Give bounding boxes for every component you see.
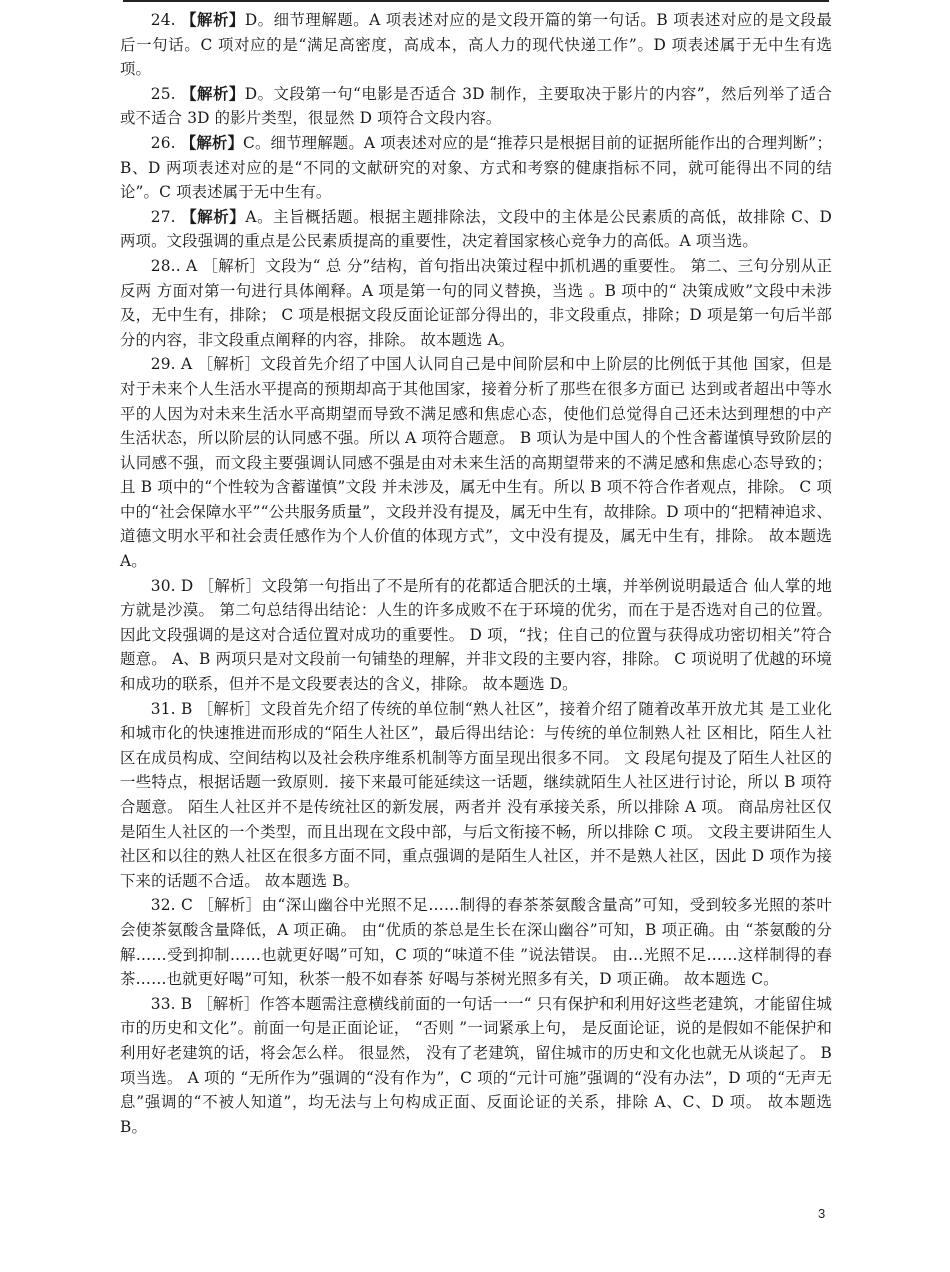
answer-text: D。细节理解题。A 项表述对应的是文段开篇的第一句话。B 项表述对应的是文段最后一句话。C 项对应的是“满足高密度，高成本，高人力的现代快递工作”。D 项表述属于无中生有选项。 xyxy=(120,11,832,79)
analysis-tag: 【解析】 xyxy=(181,11,245,29)
answer-number: 27. xyxy=(150,207,182,226)
top-rule xyxy=(123,0,829,2)
answer-text: 28.. A ［解析］文段为“ 总 分”结构，首句指出决策过程中抓机遇的重要性。 第二、三句分别从正反两 方面对第一句进行具体阐释。A 项是第一句的同义替换，当选 。B 项中的“ 决策成败”文段中未涉及，无中生有，排除； C 项是根据文段反面论证部分得出的，非文段重点，排除；D 项是第一句后半部分的内容，非文段重点阐释的内容，排除。 故本题选 A。 xyxy=(120,256,832,349)
answer-30 xyxy=(120,574,832,697)
answer-text: 29. A ［解析］文段首先介绍了中国人认同自己是中间阶层和中上阶层的比例低于其他 国家，但是对于未来个人生活水平提高的预期却高于其他国家，接着分析了那些在很多方面已 达到或者超出中等水平的人因为对未来生活水平高期望而导致不满足感和焦虑心态，使他们总觉得自己还未达到理想的中产生活状态，所以阶层的认同感不强。所以 A 项符合题意。 B 项认为是中国人的个性含蓄谨慎导致阶层的认同感不强，而文段主要强调认同感不强是由对未来生活的高期望带来的不满足感和焦虑心态导致的；且 B 项中的“个性较为含蓄谨慎”文段 并未涉及，属无中生有。所以 B 项不符合作者观点，排除。 C 项中的“社会保障水平”“公共服务质量”，文段并没有提及，属无中生有，故排除。D 项中的“把精神追求、道德文明水平和社会责任感作为个人价值的体现方式”，文中没有提及，属无中生有，排除。 故本题选 A。 xyxy=(120,355,832,571)
answer-text: 33. B ［解析］作答本题需注意横线前面的一句话一一“ 只有保护和利用好这些老建筑，才能留住城市的历史和文化”。前面一句是正面论证， “否则 ”一词紧承上句， 是反面论证，说的是假如不能保护和利用好老建筑的话，将会怎么样。 很显然， 没有了老建筑，留住城市的历史和文化也就无从谈起了。 B 项当选。 A 项的 “无所作为”强调的“没有作为”，C 项的“元计可施”强调的“没有办法”，D 项的“无声无息”强调的“不被人知道”，均无法与上句构成正面、反面论证的关系，排除 A、C、D 项。 故本题选 B。 xyxy=(120,994,832,1136)
answer-31 xyxy=(120,697,832,894)
answer-explanations xyxy=(120,8,832,1139)
answer-number: 25. xyxy=(150,84,182,103)
answer-text: C。细节理解题。A 项表述对应的是“推荐只是根据目前的证据所能作出的合理判断”；B、D 两项表述对应的是“不同的文献研究的对象、方式和考察的健康指标不同，就可能得出不同的结论”。C 项表述属于无中生有。 xyxy=(120,133,832,202)
answer-text: A。主旨概括题。根据主题排除法，文段中的主体是公民素质的高低，故排除 C、D 两项。文段强调的重点是公民素质提高的重要性，决定着国家核心竞争力的高低。A 项当选。 xyxy=(120,207,833,251)
answer-text: 32. C ［解析］由“深山幽谷中光照不足……制得的春茶茶氨酸含量高”可知，受到较多光照的茶叶会使茶氨酸含量降低，A 项正确。 由“优质的茶总是生长在深山幽谷”可知，B 项正确。由 “茶氨酸的分解……受到抑制……也就更好喝”可知，C 项的“味道不佳 ”说法错误。 由…光照不足……这样制得的春茶……也就更好喝”可知，秋茶一般不如春茶 好喝与茶树光照多有关，D 项正确。 故本题选 C。 xyxy=(120,896,832,989)
answer-text: 30. D ［解析］文段第一句指出了不是所有的花都适合肥沃的土壤，并举例说明最适合 仙人掌的地方就是沙漠。 第二句总结得出结论：人生的许多成败不在于环境的优劣，而在于是否选对自己的位置。 因此文段强调的是这对合适位置对成功的重要性。 D 项，“找；住自己的位置与获得成功密切相关”符合题意。 A、B 两项只是对文段前一句铺垫的理解，并非文段的主要内容，排除。 C 项说明了优越的环境和成功的联系，但并不是文段要表达的含义，排除。 故本题选 D。 xyxy=(120,576,832,694)
answer-32 xyxy=(120,893,832,991)
answer-26 xyxy=(120,131,832,205)
analysis-tag: 【解析】 xyxy=(181,84,245,103)
answer-number: 26. xyxy=(150,133,181,152)
answer-number: 24. xyxy=(150,11,182,29)
answer-24 xyxy=(120,8,832,82)
answer-25 xyxy=(120,82,832,131)
analysis-tag: 【解析】 xyxy=(181,207,246,226)
answer-29 xyxy=(120,352,832,573)
analysis-tag: 【解析】 xyxy=(180,133,244,152)
answer-text: D。文段第一句“电影是否适合 3D 制作，主要取决于影片的内容”，然后列举了适合或不适合 3D 的影片类型，很显然 D 项符合文段内容。 xyxy=(120,84,832,128)
page-number: 3 xyxy=(818,1206,826,1221)
answer-33 xyxy=(120,992,832,1140)
answer-28 xyxy=(120,254,832,352)
answer-text: 31. B ［解析］文段首先介绍了传统的单位制“熟人社区”，接着介绍了随着改革开放尤其 是工业化和城市化的快速推进而形成的“陌生人社区”，最后得出结论：与传统的单位制熟人社 区相比，陌生人社区在成员构成、空间结构以及社会秩序维系机制等方面呈现出很多不同。 文 段尾句提及了陌生人社区的一些特点，根据话题一致原则．接下来最可能延续这一话题，继续就陌生人社区进行讨论，所以 B 项符合题意。 陌生人社区并不是传统社区的新发展，两者并 没有承接关系，所以排除 A 项。 商品房社区仅是陌生人社区的一个类型，而且出现在文段中部，与后文衔接不畅，所以排除 C 项。 文段主要讲陌生人社区和以往的熟人社区在很多方面不同，重点强调的是陌生人社区，并不是熟人社区，因此 D 项作为接下来的话题不合适。 故本题选 B。 xyxy=(120,699,832,890)
answer-27 xyxy=(120,205,832,254)
